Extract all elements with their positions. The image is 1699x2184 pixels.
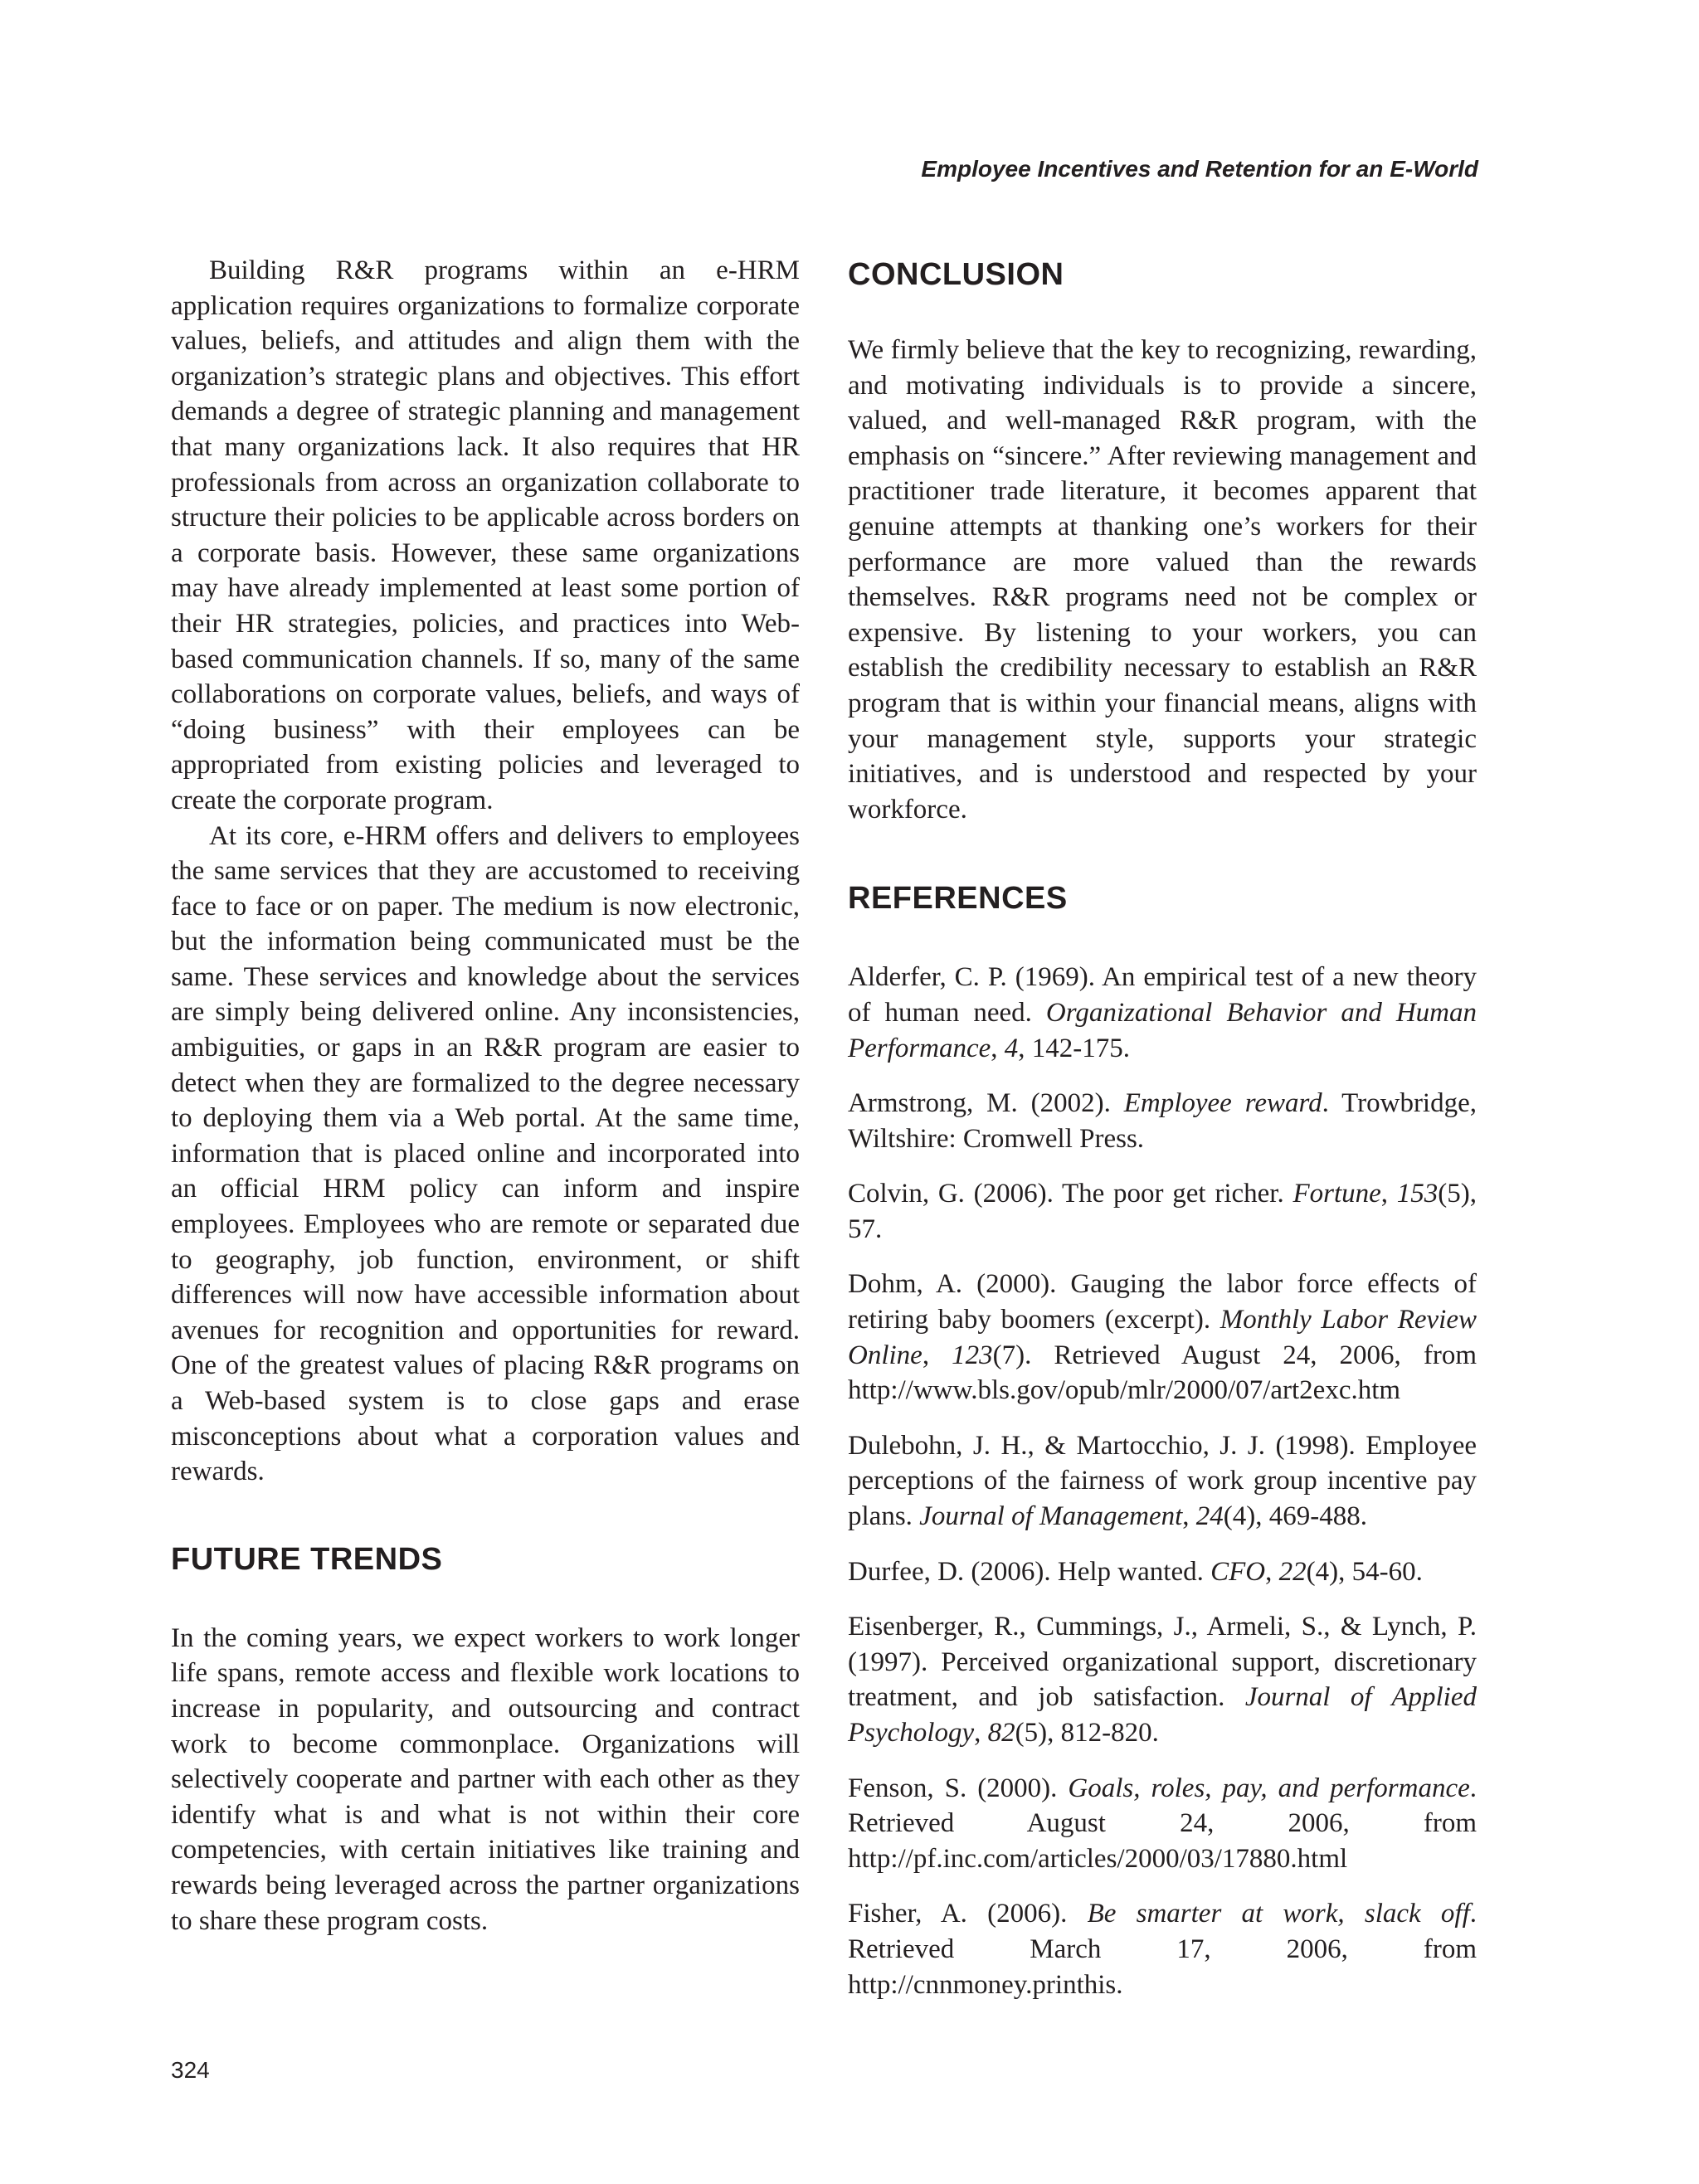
references-heading: REFERENCES — [848, 881, 1068, 917]
reference-item: Dohm, A. (2000). Gauging the labor force effects of retiring baby boomers (excerpt). Monthly Labor Review Online, 123(7). Retrieved August 24, 2006, from http://www.bls.gov/opub/mlr/2000/07/art2exc.htm — [848, 1269, 1477, 1406]
reference-item: Eisenberger, R., Cummings, J., Armeli, S., & Lynch, P. (1997). Perceived organizational support, discretionary treatment, and job satisfaction. Journal of Applied Psychology, 82(5), 812-820. — [848, 1612, 1477, 1748]
running-header-title: Employee Incentives and Retention for an E-World — [921, 156, 1478, 182]
reference-item: Colvin, G. (2006). The poor get richer. Fortune, 153(5), 57. — [848, 1179, 1477, 1244]
reference-item: Dulebohn, J. H., & Martocchio, J. J. (1998). Employee perceptions of the fairness of work group incentive pay plans. Journal of Management, 24(4), 469-488. — [848, 1430, 1477, 1532]
body-paragraph: At its core, e-HRM offers and delivers to employees the same services that they are accustomed to receiving face to face or on paper. The medium is now electronic, but the information being communicated must be the same. These services and knowledge about the services are simply being delivered online. Any inconsistencies, ambiguities, or gaps in an R&R program are easier to detect when they are formalized to the degree necessary to deploying them via a Web portal. At the same time, information that is placed online and incorporated into an official HRM policy can inform and inspire employees. Employees who are remote or separated due to geography, job function, environment, or shift differences will now have accessible information about avenues for recognition and opportunities for reward. One of the greatest values of placing R&R programs on a Web-based system is to close gaps and erase misconceptions about what a corporation values and rewards. — [171, 820, 800, 1487]
page-number: 324 — [171, 2057, 210, 2083]
conclusion-paragraph: We firmly believe that the key to recognizing, rewarding, and motivating individuals is to provide a sincere, valued, and well-managed R&R program, with the emphasis on “sincere.” After reviewing management and practitioner trade literature, it becomes apparent that genuine attempts at thanking one’s workers for their performance are more valued than the rewards themselves. R&R programs need not be complex or expensive. By listening to your workers, you can establish the credibility necessary to establish an R&R program that is within your financial means, aligns with your management style, supports your strategic initiatives, and is understood and respected by your workforce. — [848, 335, 1477, 824]
conclusion-heading: CONCLUSION — [848, 257, 1064, 292]
reference-item: Alderfer, C. P. (1969). An empirical test of a new theory of human need. Organizational Behavior and Human Performance, 4, 142-175. — [848, 962, 1477, 1063]
reference-list — [848, 960, 1477, 2002]
reference-item: Armstrong, M. (2002). Employee reward. Trowbridge, Wiltshire: Cromwell Press. — [848, 1088, 1477, 1154]
reference-item: Durfee, D. (2006). Help wanted. CFO, 22(4), 54-60. — [848, 1556, 1423, 1587]
body-paragraph: Building R&R programs within an e-HRM application requires organizations to formalize corporate values, beliefs, and attitudes and align them with the organization’s strategic plans and objectives. This effort demands a degree of strategic planning and management that many organizations lack. It also requires that HR professionals from across an organization collaborate to structure their policies to be applicable across borders on a corporate basis. However, these same organizations may have already implemented at least some portion of their HR strategies, policies, and practices into Web-based communication channels. If so, many of the same collaborations on corporate values, beliefs, and ways of “doing business” with their employees can be appropriated from existing policies and leveraged to create the corporate program. — [171, 255, 800, 815]
reference-item: Fenson, S. (2000). Goals, roles, pay, and performance. Retrieved August 24, 2006, from http://pf.inc.com/articles/2000/03/17880.html — [848, 1773, 1477, 1874]
future-trends-heading: FUTURE TRENDS — [171, 1541, 443, 1577]
left-column — [171, 253, 800, 1938]
future-trends-paragraph: In the coming years, we expect workers to work longer life spans, remote access and flexible work locations to increase in popularity, and outsourcing and contract work to become commonplace. Organizations will selectively cooperate and partner with each other as they identify what is and what is not within their core competencies, with certain initiatives like training and rewards being leveraged across the partner organizations to share these program costs. — [171, 1622, 800, 1936]
right-column — [848, 253, 1477, 2022]
reference-item: Fisher, A. (2006). Be smarter at work, slack off. Retrieved March 17, 2006, from http://cnnmoney.printhis. — [848, 1899, 1477, 2000]
